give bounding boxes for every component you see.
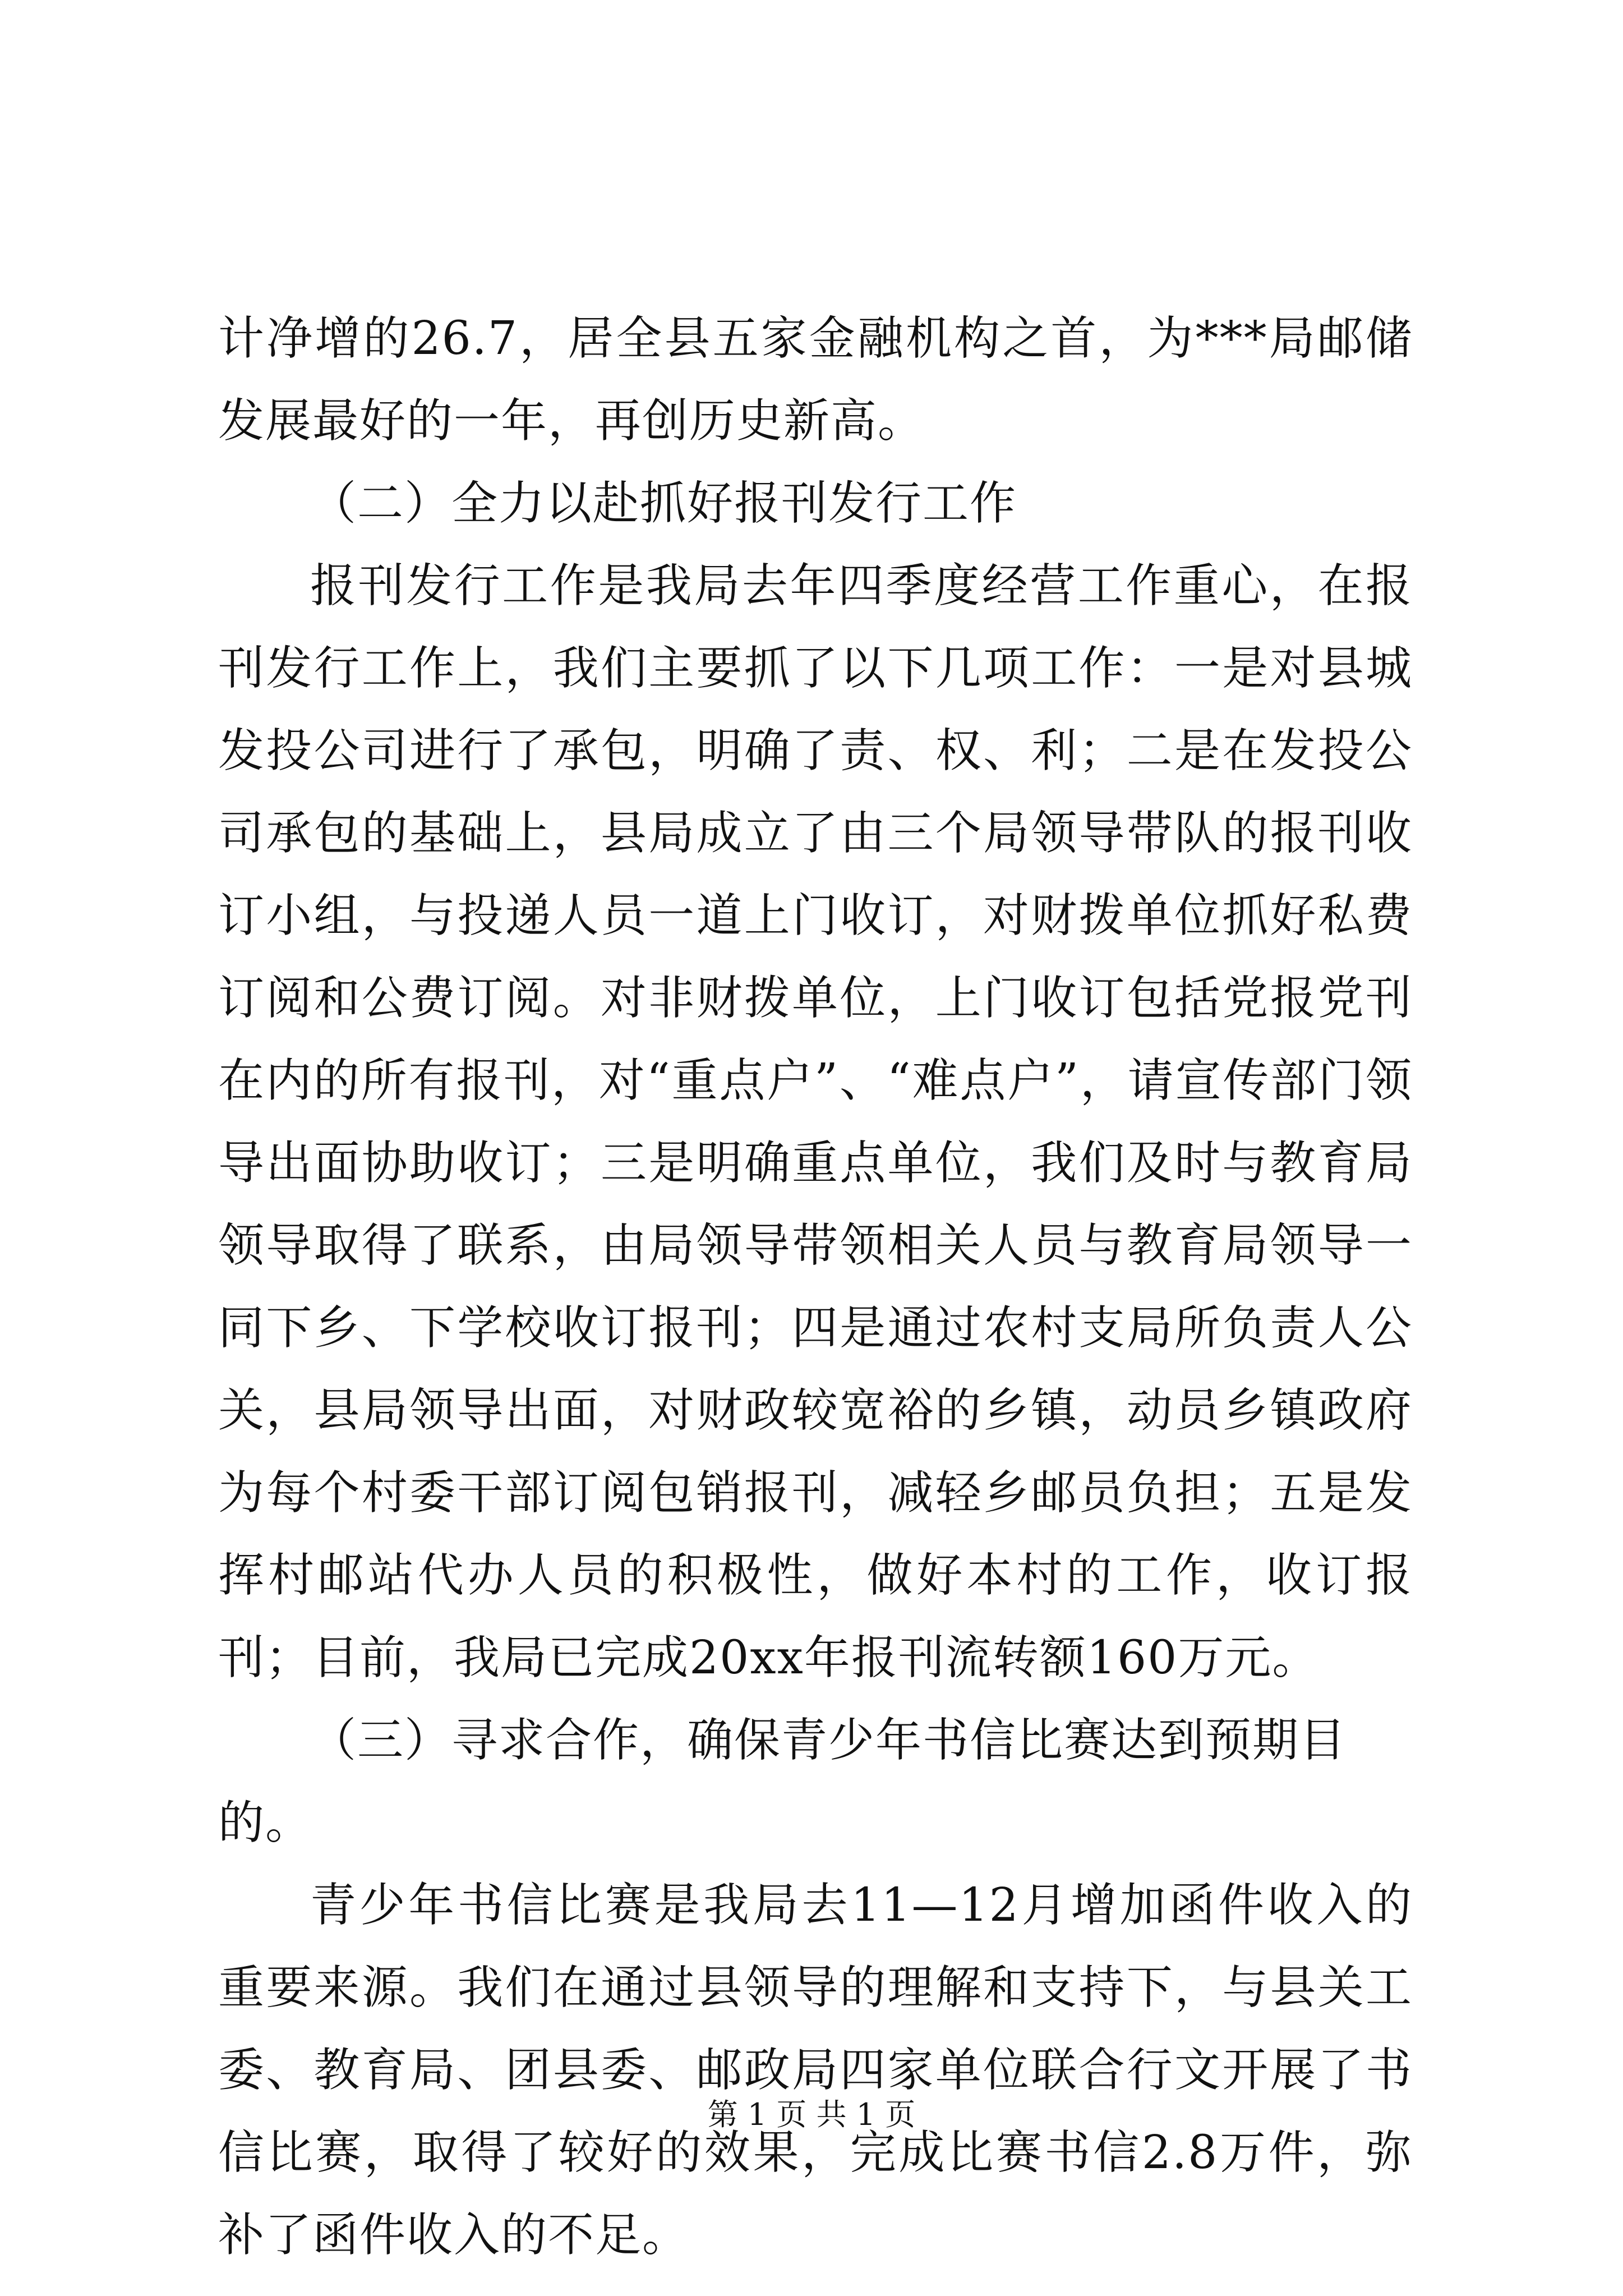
- page-footer: 第 1 页 共 1 页: [707, 2097, 916, 2132]
- document-body: [218, 297, 1413, 2276]
- paragraph-deposit-summary: 计净增的26.7，居全县五家金融机构之首，为***局邮储发展最好的一年，再创历史新高。: [218, 312, 1413, 448]
- paragraph-newspaper-distribution: 报刊发行工作是我局去年四季度经营工作重心，在报刊发行工作上，我们主要抓了以下几项工作：一是对县城发投公司进行了承包，明确了责、权、利；二是在发投公司承包的基础上，县局成立了由三个局领导带队的报刊收订小组，与投递人员一道上门收订，对财拨单位抓好私费订阅和公费订阅。对非财拨单位，上门收订包括党报党刊在内的所有报刊，对“重点户”、“难点户”，请宣传部门领导出面协助收订；三是明确重点单位，我们及时与教育局领导取得了联系，由局领导带领相关人员与教育局领导一同下乡、下学校收订报刊；四是通过农村支局所负责人公关，县局领导出面，对财政较宽裕的乡镇，动员乡镇政府为每个村委干部订阅包销报刊，减轻乡邮员负担；五是发挥村邮站代办人员的积极性，做好本村的工作，收订报刊；目前，我局已完成20xx年报刊流转额160万元。: [218, 559, 1413, 1685]
- paragraph-letter-contest: 青少年书信比赛是我局去11—12月增加函件收入的重要来源。我们在通过县领导的理解和支持下，与县关工委、教育局、团县委、邮政局四家单位联合行文开展了书信比赛，取得了较好的效果，完成比赛书信2.8万件，弥补了函件收入的不足。: [218, 1879, 1413, 2262]
- section-heading-letter-contest: （三）寻求合作，确保青少年书信比赛达到预期目的。: [218, 1714, 1347, 1849]
- section-heading-newspaper-distribution: （二）全力以赴抓好报刊发行工作: [310, 477, 1017, 530]
